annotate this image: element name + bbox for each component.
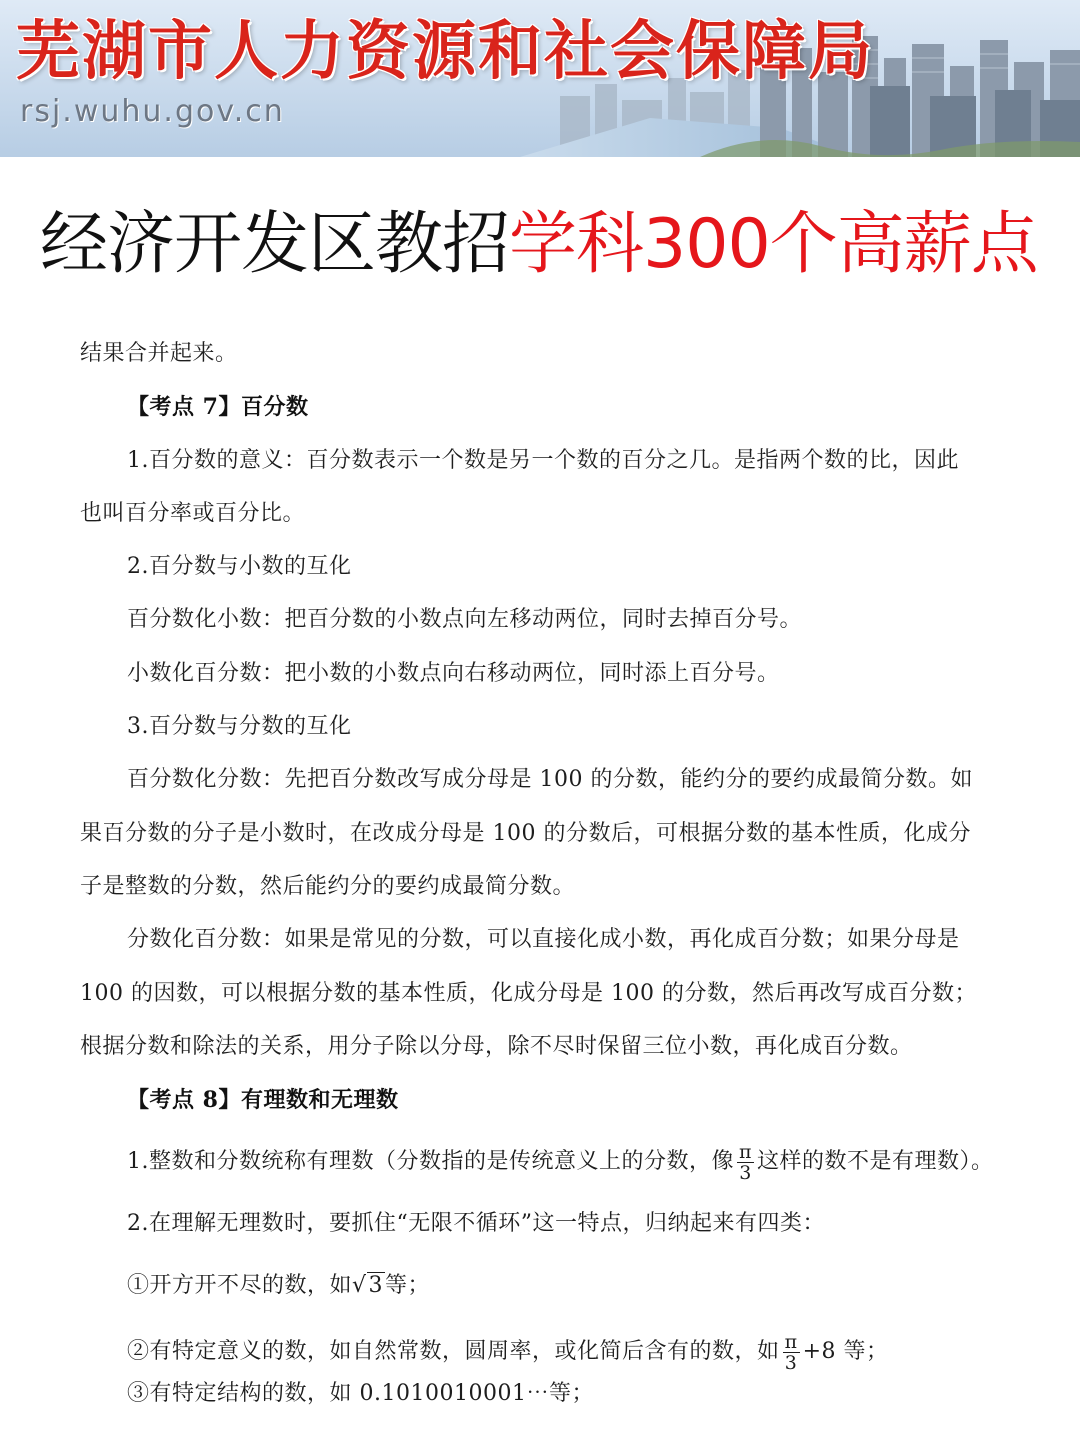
text-segment: ，圆周率 [442, 1339, 533, 1364]
bureau-title: 芜湖市人力资源和社会保障局 [16, 15, 874, 89]
text-segment: ②有特定意义的数，如自然常数 [127, 1339, 443, 1364]
section-heading-8: 【考点 8】有理数和无理数 [127, 1087, 399, 1113]
text-line: 也叫百分率或百分比。 [80, 501, 306, 526]
text-line: ③有特定结构的数，如 0.1010010001⋯等； [127, 1381, 594, 1406]
text-segment: ①开方开不尽的数，如 [127, 1273, 353, 1298]
text-line-fraction [127, 1137, 994, 1187]
fraction-pi-over-3 [783, 1332, 800, 1373]
text-segment: 的数，如 [689, 1339, 780, 1364]
text-line: 百分数化小数：把百分数的小数点向左移动两位，同时去掉百分号。 [127, 607, 803, 632]
text-line: 1.百分数的意义：百分数表示一个数是另一个数的百分之几。是指两个数的比，因此 [127, 448, 959, 473]
page-headline [40, 200, 1080, 290]
text-segment: 1.整数和分数统称有理数（分数指的是传统意义上的分数，像 [127, 1149, 734, 1174]
text-line: 百分数化分数：先把百分数改写成分母是 100 的分数，能约分的要约成最简分数。如 [127, 767, 973, 792]
text-line: 果百分数的分子是小数时，在改成分母是 100 的分数后，可根据分数的基本性质，化成分 [80, 821, 971, 846]
headline-black-part: 经济开发区教招 [40, 205, 510, 284]
text-segment: ，或化简后含有 [532, 1339, 690, 1364]
text-segment: +8 等； [802, 1339, 889, 1364]
text-line-sqrt [127, 1269, 430, 1303]
text-line: 100 的因数，可以根据分数的基本性质，化成分母是 100 的分数，然后再改写成百分数； [80, 981, 977, 1006]
text-line: 根据分数和除法的关系，用分子除以分母，除不尽时保留三位小数，再化成百分数。 [80, 1034, 913, 1059]
fraction-numerator: π [739, 1140, 752, 1163]
text-line-fraction [127, 1322, 889, 1382]
text-line: 子是整数的分数，然后能约分的要约成最简分数。 [80, 874, 576, 899]
text-line: 小数化百分数：把小数的小数点向右移动两位，同时添上百分号。 [127, 661, 780, 686]
square-root: √3 [352, 1273, 384, 1298]
text-line: 3.百分数与分数的互化 [127, 714, 352, 739]
fraction-denominator: 3 [739, 1161, 752, 1184]
text-segment: 等； [385, 1273, 431, 1298]
text-line: 结果合并起来。 [80, 341, 238, 366]
radicand: 3 [368, 1273, 384, 1298]
text-line: 2.百分数与小数的互化 [127, 554, 352, 579]
fraction-pi-over-3 [737, 1142, 754, 1183]
headline-red-part: 学科300个高薪点 [509, 205, 1038, 284]
section-heading-7: 【考点 7】百分数 [127, 394, 309, 420]
text-line: 2.在理解无理数时，要抓住“无限不循环”这一特点，归纳起来有四类： [127, 1211, 825, 1236]
site-banner [0, 0, 1080, 157]
text-segment: 这样的数不是有理数）。 [757, 1149, 994, 1174]
site-url: rsj.wuhu.gov.cn [20, 94, 285, 129]
fraction-denominator: 3 [784, 1351, 798, 1374]
text-line: 分数化百分数：如果是常见的分数，可以直接化成小数，再化成百分数；如果分母是 [127, 927, 960, 952]
fraction-numerator: π [784, 1330, 798, 1353]
